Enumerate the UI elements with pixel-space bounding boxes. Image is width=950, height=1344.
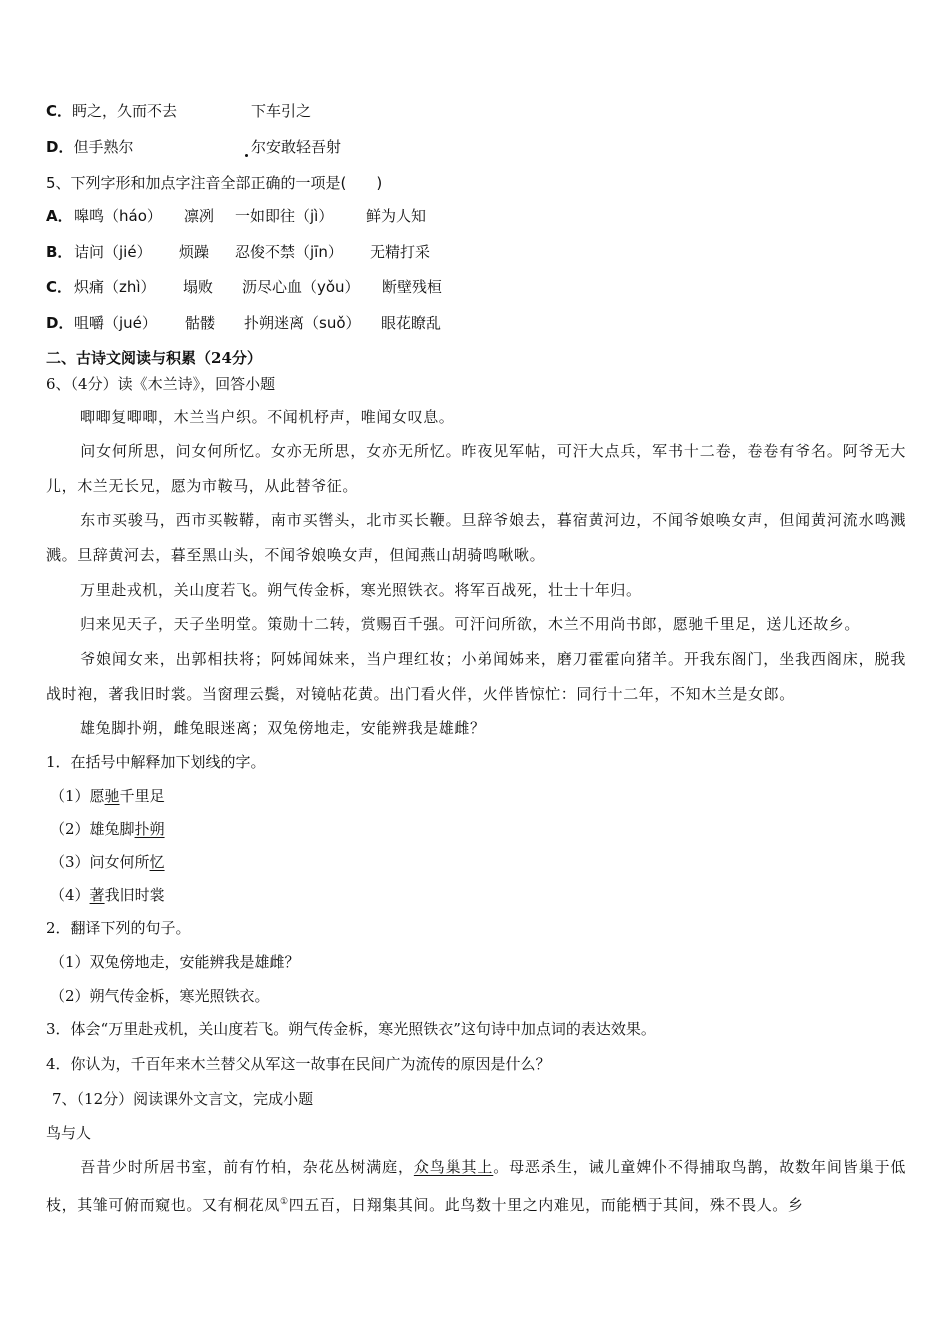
underlined-word: 著: [89, 886, 105, 904]
option-item: 炽痛（zhì）: [74, 278, 156, 296]
poem-paragraph: 问女何所思，问女何所忆。女亦无所思，女亦无所忆。昨夜见军帖，可汗大点兵，军书十二卷，卷卷有爷名。阿爷无大儿，木兰无长兄，愿为市鞍马，从此替爷征。: [46, 442, 906, 495]
option-item: 沥尽心血（yǒu）: [242, 278, 360, 296]
q5-option-c: [46, 277, 443, 297]
option-item: 烦躁: [179, 243, 210, 261]
footnote-mark: ①: [280, 1196, 289, 1207]
q6-sub1: 1．在括号中解释加下划线的字。: [46, 753, 266, 771]
option-item: 无精打采: [370, 243, 431, 261]
option-item: 塌败: [183, 278, 214, 296]
q5-option-d: [46, 313, 442, 333]
underlined-word: 扑朔: [134, 820, 165, 838]
q6-sub1-item: （4）著我旧时裳: [50, 886, 165, 904]
poem-paragraph: 万里赴戎机，关山度若飞。朔气传金柝，寒光照铁衣。将军百战死，壮士十年归。: [80, 581, 642, 599]
q5-option-b: [46, 242, 431, 262]
poem-paragraph: 雄兔脚扑朔，雌兔眼迷离；双兔傍地走，安能辨我是雄雌？: [80, 719, 486, 737]
option-item: 扑朔迷离（suǒ）: [244, 314, 361, 332]
option-item: 诘问（jié）: [74, 243, 152, 261]
q7-stem: 7、（12分）阅读课外文言文，完成小题: [52, 1090, 314, 1108]
poem-paragraph: 归来见天子，天子坐明堂。策勋十二转，赏赐百千强。可汗问所欲，木兰不用尚书郎，愿驰千里足，送儿还故乡。: [80, 615, 861, 633]
section-title: 二、古诗文阅读与积累（24分）: [46, 349, 262, 367]
option-item: 忍俊不禁（jīn）: [235, 243, 343, 261]
option-label: D．: [46, 314, 74, 332]
option-item: 凛冽: [184, 207, 215, 225]
option-label: D．: [46, 138, 74, 156]
option-item: 鲜为人知: [366, 207, 427, 225]
q4-option-d: [46, 137, 133, 157]
passage-title: 鸟与人: [46, 1124, 92, 1142]
poem-paragraph: 唧唧复唧唧，木兰当户织。不闻机杼声，唯闻女叹息。: [80, 408, 455, 426]
q6-sub2: 2．翻译下列的句子。: [46, 919, 191, 937]
q6-sub1-item: （1）愿驰千里足: [50, 787, 165, 805]
q5-option-a: [46, 206, 427, 226]
q6-sub1-item: （2）雄兔脚扑朔: [50, 820, 165, 838]
option-item: 眼花瞭乱: [381, 314, 442, 332]
option-text-a: 但手熟尔: [73, 138, 134, 156]
q6-sub2-item: （2）朔气传金柝，寒光照铁衣。: [50, 987, 270, 1005]
emphasis-dot: [245, 154, 248, 157]
poem-paragraph: 东市买骏马，西市买鞍鞯，南市买辔头，北市买长鞭。旦辞爷娘去，暮宿黄河边，不闻爷娘唤女声，但闻黄河流水鸣溅溅。旦辞黄河去，暮至黑山头，不闻爷娘唤女声，但闻燕山胡骑鸣啾啾。: [46, 511, 906, 564]
passage-paragraph: 吾昔少时所居书室，前有竹柏，杂花丛树满庭，众鸟巢其上。母恶杀生，诫儿童婢仆不得捕取鸟鹊，故数年间皆巢于低枝，其雏可俯而窥也。又有桐花凤①四五百，日翔集其间。此鸟数十里之内难见，而能栖于其间，殊不畏人。乡: [46, 1158, 906, 1214]
underlined-word: 忆: [149, 853, 165, 871]
option-text-a: 眄之，久而不去: [72, 102, 178, 120]
q6-sub4: 4．你认为，千百年来木兰替父从军这一故事在民间广为流传的原因是什么？: [46, 1055, 551, 1073]
poem-paragraph: 爷娘闻女来，出郭相扶将；阿姊闻妹来，当户理红妆；小弟闻姊来，磨刀霍霍向猪羊。开我东阁门，坐我西阁床，脱我战时袍，著我旧时裳。当窗理云鬓，对镜帖花黄。出门看火伴，火伴皆惊忙：同行十二年，不知木兰是女郎。: [46, 650, 906, 703]
q4-option-d-b: 尔安敢轻吾射: [251, 138, 342, 156]
underlined-phrase: 众鸟巢其上: [413, 1158, 494, 1176]
option-label: C．: [46, 278, 73, 296]
q6-sub1-item: （3）问女何所忆: [50, 853, 165, 871]
option-item: 一如即往（jì）: [235, 207, 334, 225]
option-item: 断壁残桓: [382, 278, 443, 296]
underlined-word: 驰: [104, 787, 120, 805]
option-item: 嗥鸣（háo）: [74, 207, 162, 225]
option-label: A．: [46, 207, 73, 225]
option-item: 骷髅: [185, 314, 216, 332]
q6-sub3: 3．体会“万里赴戎机，关山度若飞。朔气传金柝，寒光照铁衣”这句诗中加点词的表达效果。: [46, 1020, 656, 1038]
q4-option-c: [46, 101, 177, 121]
q5-stem: 5、下列字形和加点字注音全部正确的一项是( ): [46, 174, 383, 192]
q6-stem: 6、（4分）读《木兰诗》，回答小题: [46, 375, 276, 393]
q6-sub2-item: （1）双兔傍地走，安能辨我是雄雌？: [50, 953, 300, 971]
option-item: 咀嚼（jué）: [74, 314, 157, 332]
q4-option-c-b: 下车引之: [251, 102, 312, 120]
option-label: C．: [46, 102, 73, 120]
option-label: B．: [46, 243, 73, 261]
